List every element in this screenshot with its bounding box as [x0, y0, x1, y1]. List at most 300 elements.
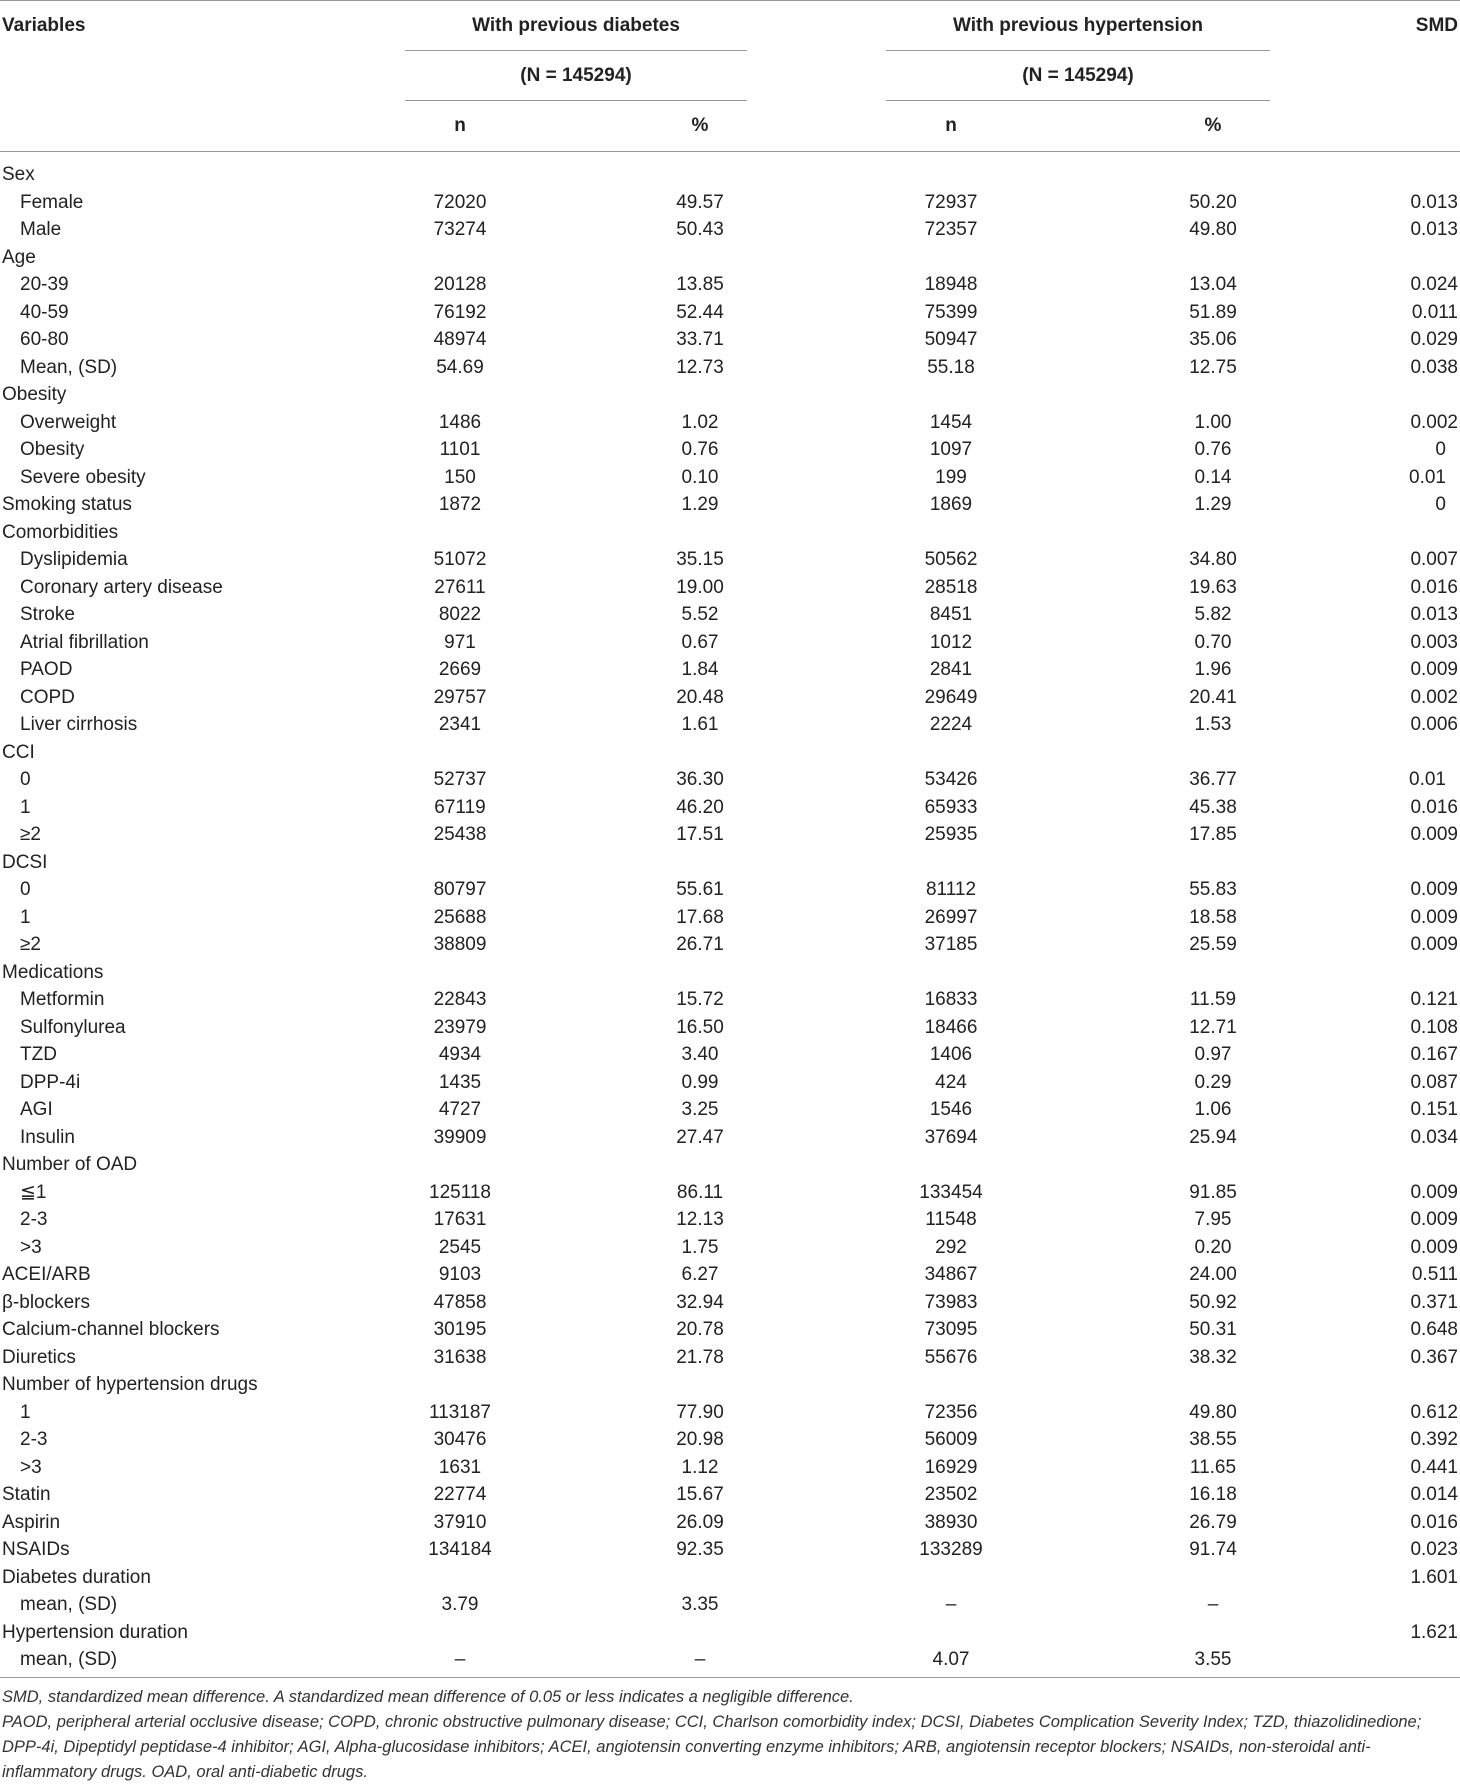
cell-diabetes-n: 22843	[433, 989, 487, 1010]
cell-diabetes-n: 1486	[438, 411, 482, 433]
cell-diabetes-pct: 17.68	[676, 906, 724, 928]
cell-diabetes-pct: 1.61	[681, 714, 719, 735]
cell-smd: 0.612	[1410, 1401, 1458, 1423]
cell-diabetes-pct: 0.99	[681, 1071, 719, 1093]
cell-diabetes-pct: 27.47	[676, 1126, 724, 1148]
cell-hypertension-n: 55676	[924, 1346, 978, 1368]
cell-hypertension-n: 73095	[924, 1319, 978, 1340]
cell-smd: 0.034	[1410, 1126, 1458, 1148]
cell-hypertension-n: 50562	[924, 549, 978, 570]
cell-hypertension-n: 8451	[929, 604, 973, 625]
cell-hypertension-n: 16929	[924, 1456, 978, 1478]
table-row	[0, 1151, 1460, 1179]
cell-diabetes-n: 76192	[433, 301, 487, 323]
cell-hypertension-n: 1869	[929, 494, 973, 515]
cell-diabetes-pct: 12.13	[676, 1209, 724, 1230]
table-row	[0, 1124, 1460, 1152]
cell-hypertension-n: 73983	[924, 1291, 978, 1313]
cell-diabetes-n: 23979	[433, 1016, 487, 1038]
table-row	[0, 1481, 1460, 1509]
cell-hypertension-pct: 5.82	[1194, 604, 1232, 625]
cell-hypertension-n: –	[945, 1594, 957, 1615]
cell-diabetes-n: 38809	[433, 934, 487, 955]
cell-diabetes-pct: 26.71	[676, 934, 724, 955]
footnote-abbreviations: PAOD, peripheral arterial occlusive disease; COPD, chronic obstructive pulmonary disease; CCI, Charlson comorbidity index; DCSI, Diabetes Complication Severity Index; TZD, thiazolidinedione; DPP-4i, Dipeptidyl peptidase-4 inhibitor; AGI, Alpha-glucosidase inhibitors; ACEI, angiotensin converting enzyme inhibitors; ARB, angiotensin receptor blockers; NSAIDs, non-steroidal anti-inflammatory drugs. OAD, oral anti-diabetic drugs.	[2, 1713, 1422, 1781]
cell-diabetes-pct: 33.71	[676, 329, 724, 350]
cell-hypertension-pct: 1.29	[1194, 494, 1232, 515]
cell-hypertension-n: 34867	[924, 1264, 978, 1285]
row-label: Obesity	[2, 384, 67, 405]
cell-smd: 0.016	[1410, 1511, 1458, 1533]
row-sublabel: AGI	[20, 1099, 53, 1120]
header-group2-pct-col: %	[1204, 115, 1222, 136]
cell-hypertension-pct: 38.32	[1189, 1346, 1237, 1368]
table-row	[0, 711, 1460, 739]
cell-hypertension-pct: 25.59	[1189, 934, 1237, 955]
table-row	[0, 931, 1460, 959]
table-row	[0, 1261, 1460, 1289]
cell-hypertension-n: 1454	[929, 411, 973, 433]
cell-hypertension-pct: 91.85	[1189, 1181, 1237, 1203]
cell-diabetes-n: 2341	[438, 714, 482, 735]
cell-hypertension-n: 1406	[929, 1044, 973, 1065]
cell-smd: 0.009	[1410, 824, 1458, 845]
table-row	[0, 1234, 1460, 1262]
cell-hypertension-pct: 20.41	[1189, 686, 1237, 708]
cell-smd: 0.002	[1410, 411, 1458, 433]
cell-smd: 0.01	[1409, 466, 1446, 488]
cell-diabetes-n: 30195	[433, 1319, 487, 1340]
cell-smd: 0.002	[1410, 686, 1458, 708]
row-label: Sex	[2, 164, 35, 185]
row-sublabel: ≥2	[20, 934, 41, 955]
cell-hypertension-pct: 17.85	[1189, 824, 1237, 845]
cell-hypertension-pct: 36.77	[1189, 769, 1237, 790]
header-group1-n: (N = 145294)	[520, 65, 632, 86]
cell-hypertension-n: 29649	[924, 686, 978, 708]
row-sublabel: >3	[20, 1456, 42, 1478]
row-sublabel: PAOD	[20, 659, 73, 680]
cell-diabetes-n: 20128	[433, 274, 487, 295]
cell-smd: 0.009	[1410, 1236, 1458, 1258]
cell-hypertension-pct: 34.80	[1189, 549, 1237, 570]
table-row	[0, 1619, 1460, 1647]
cell-diabetes-n: 4727	[438, 1099, 482, 1120]
cell-diabetes-n: 25688	[433, 906, 487, 928]
cell-hypertension-pct: 0.29	[1194, 1071, 1232, 1093]
table-row	[0, 271, 1460, 299]
cell-smd: 0.121	[1410, 989, 1458, 1010]
row-sublabel: Male	[20, 219, 62, 240]
header-top-border	[0, 0, 1460, 1]
row-sublabel: Liver cirrhosis	[20, 714, 138, 735]
row-sublabel: 20-39	[20, 274, 69, 295]
cell-hypertension-n: 2841	[929, 659, 973, 680]
cell-diabetes-pct: 6.27	[681, 1264, 719, 1285]
cell-smd: 0.003	[1410, 631, 1458, 653]
cell-diabetes-n: 52737	[433, 769, 487, 790]
cell-hypertension-pct: 1.53	[1194, 714, 1232, 735]
cell-diabetes-pct: 16.50	[676, 1016, 724, 1038]
cell-diabetes-pct: 3.25	[681, 1099, 719, 1120]
cell-diabetes-pct: 19.00	[676, 576, 724, 598]
cell-hypertension-pct: 26.79	[1189, 1511, 1237, 1533]
cell-smd: 0.007	[1410, 549, 1458, 570]
table-row	[0, 491, 1460, 519]
table-row	[0, 161, 1460, 189]
table-row	[0, 244, 1460, 272]
table-row	[0, 1344, 1460, 1372]
table-row	[0, 1564, 1460, 1592]
cell-diabetes-pct: 55.61	[676, 879, 724, 900]
table-row	[0, 821, 1460, 849]
cell-hypertension-pct: 3.55	[1194, 1649, 1232, 1670]
cell-hypertension-n: 1012	[929, 631, 973, 653]
row-label: Calcium-channel blockers	[2, 1319, 220, 1340]
table-row	[0, 986, 1460, 1014]
cell-smd: 0.151	[1410, 1099, 1458, 1120]
cell-diabetes-pct: 32.94	[676, 1291, 724, 1313]
cell-smd: 0.009	[1410, 934, 1458, 955]
row-sublabel: ≥2	[20, 824, 41, 845]
header-group2-n: (N = 145294)	[1022, 65, 1134, 86]
cell-diabetes-pct: 0.67	[681, 631, 719, 653]
table-row	[0, 876, 1460, 904]
cell-smd: 0.009	[1410, 906, 1458, 928]
cell-hypertension-pct: 49.80	[1189, 219, 1237, 240]
cell-smd: 0.013	[1410, 604, 1458, 625]
row-label: DCSI	[2, 851, 48, 873]
cell-diabetes-n: 80797	[433, 879, 487, 900]
row-label: Comorbidities	[2, 521, 119, 543]
cell-diabetes-pct: 13.85	[676, 274, 724, 295]
row-sublabel: 1	[20, 1401, 31, 1423]
row-sublabel: 60-80	[20, 329, 69, 350]
row-sublabel: 2-3	[20, 1209, 48, 1230]
row-label: Medications	[2, 961, 104, 983]
cell-diabetes-n: 22774	[433, 1484, 487, 1505]
cell-smd: 0.009	[1410, 1209, 1458, 1230]
row-label: Smoking status	[2, 494, 132, 515]
header-smd: SMD	[1415, 15, 1458, 36]
cell-smd: 0.006	[1410, 714, 1458, 735]
table-row	[0, 684, 1460, 712]
table-row	[0, 1399, 1460, 1427]
cell-diabetes-n: 37910	[433, 1511, 487, 1533]
cell-diabetes-pct: 20.78	[676, 1319, 724, 1340]
cell-smd: 0.511	[1411, 1264, 1458, 1285]
table-row	[0, 1316, 1460, 1344]
cell-hypertension-pct: 1.96	[1194, 659, 1232, 680]
cell-diabetes-n: 67119	[434, 796, 486, 818]
table-row	[0, 656, 1460, 684]
cell-smd: 0.441	[1410, 1456, 1458, 1478]
cell-hypertension-pct: 0.97	[1194, 1044, 1232, 1065]
cell-hypertension-pct: 24.00	[1189, 1264, 1237, 1285]
cell-diabetes-pct: 12.73	[676, 356, 724, 378]
cell-smd: 0.01	[1409, 769, 1446, 790]
cell-hypertension-n: 56009	[924, 1429, 978, 1450]
cell-hypertension-n: 424	[935, 1071, 967, 1093]
cell-diabetes-pct: 36.30	[676, 769, 724, 790]
cell-diabetes-n: –	[454, 1649, 466, 1670]
cell-diabetes-pct: 15.72	[676, 989, 724, 1010]
cell-diabetes-pct: 20.48	[676, 686, 724, 708]
cell-hypertension-pct: 0.76	[1194, 439, 1232, 460]
table-row	[0, 216, 1460, 244]
cell-diabetes-pct: 3.40	[681, 1044, 719, 1065]
group1-title-underline	[405, 50, 747, 51]
table-row	[0, 1426, 1460, 1454]
table-row	[0, 1454, 1460, 1482]
cell-hypertension-n: 133289	[919, 1539, 983, 1560]
row-label: β-blockers	[2, 1291, 91, 1313]
cell-diabetes-n: 134184	[428, 1539, 492, 1560]
cell-smd: 0.009	[1410, 879, 1458, 900]
cell-hypertension-n: 1546	[929, 1099, 973, 1120]
row-sublabel: Metformin	[20, 989, 105, 1010]
row-sublabel: Obesity	[20, 439, 85, 460]
cell-smd: 0.009	[1410, 659, 1458, 680]
cell-diabetes-n: 48974	[433, 329, 487, 350]
table-row	[0, 1289, 1460, 1317]
cell-diabetes-pct: 50.43	[676, 219, 724, 240]
cell-hypertension-n: 133454	[919, 1181, 983, 1203]
cell-hypertension-n: 28518	[924, 576, 978, 598]
table-row	[0, 904, 1460, 932]
table-row	[0, 381, 1460, 409]
cell-diabetes-n: 8022	[438, 604, 482, 625]
row-sublabel: Female	[20, 191, 84, 213]
cell-smd: 0.367	[1410, 1346, 1458, 1368]
cell-diabetes-n: 39909	[433, 1126, 487, 1148]
cell-smd: 0.371	[1410, 1291, 1458, 1313]
cell-hypertension-n: 81112	[925, 879, 977, 900]
cell-hypertension-n: 199	[935, 466, 967, 488]
cell-diabetes-n: 9103	[438, 1264, 482, 1285]
table-row	[0, 849, 1460, 877]
row-label: CCI	[2, 741, 35, 763]
cell-hypertension-pct: 1.06	[1194, 1099, 1232, 1120]
row-label: ACEI/ARB	[2, 1264, 91, 1285]
cell-smd: 1.621	[1410, 1621, 1458, 1643]
cell-hypertension-pct: 38.55	[1189, 1429, 1237, 1450]
cell-diabetes-pct: 1.02	[681, 411, 719, 433]
cell-diabetes-n: 25438	[433, 824, 487, 845]
table-row	[0, 766, 1460, 794]
cell-diabetes-n: 73274	[433, 219, 487, 240]
row-sublabel: 0	[20, 769, 31, 790]
cell-hypertension-pct: 91.74	[1189, 1539, 1237, 1560]
cell-hypertension-pct: 50.31	[1189, 1319, 1237, 1340]
cell-diabetes-pct: 86.11	[676, 1181, 724, 1203]
table-row	[0, 959, 1460, 987]
cell-hypertension-pct: 12.75	[1189, 356, 1237, 378]
row-sublabel: mean, (SD)	[20, 1594, 118, 1615]
header-variables: Variables	[2, 15, 86, 36]
header-group2-n-col: n	[945, 115, 957, 136]
cell-smd: 0	[1435, 439, 1446, 460]
cell-hypertension-n: 11548	[925, 1209, 977, 1230]
cell-diabetes-n: 1435	[438, 1071, 482, 1093]
cell-hypertension-pct: 0.70	[1194, 631, 1232, 653]
cell-diabetes-n: 51072	[433, 549, 487, 570]
table-row	[0, 629, 1460, 657]
cell-hypertension-n: 37185	[924, 934, 978, 955]
table-row	[0, 436, 1460, 464]
cell-hypertension-n: 75399	[924, 301, 978, 323]
cell-diabetes-n: 17631	[433, 1209, 487, 1230]
table-row	[0, 1014, 1460, 1042]
cell-hypertension-pct: 50.20	[1189, 191, 1237, 213]
cell-hypertension-n: 72357	[924, 219, 978, 240]
group2-n-underline	[886, 100, 1270, 101]
row-label: Hypertension duration	[2, 1621, 188, 1643]
cell-hypertension-pct: 13.04	[1189, 274, 1237, 295]
cell-hypertension-pct: 55.83	[1189, 879, 1237, 900]
table-row	[0, 464, 1460, 492]
cell-diabetes-n: 47858	[433, 1291, 487, 1313]
table-row	[0, 1179, 1460, 1207]
cell-diabetes-n: 125118	[429, 1181, 491, 1203]
cell-diabetes-n: 1631	[438, 1456, 482, 1478]
cell-smd: 0.648	[1410, 1319, 1458, 1340]
cell-hypertension-pct: 12.71	[1189, 1016, 1237, 1038]
table-row	[0, 794, 1460, 822]
cell-diabetes-pct: 5.52	[681, 604, 719, 625]
cell-diabetes-n: 3.79	[441, 1594, 479, 1615]
cell-hypertension-pct: 49.80	[1189, 1401, 1237, 1423]
row-label: Aspirin	[2, 1511, 61, 1533]
table-row	[0, 299, 1460, 327]
row-sublabel: Sulfonylurea	[20, 1016, 126, 1038]
cell-smd: 0.016	[1410, 576, 1458, 598]
cell-hypertension-pct: 51.89	[1189, 301, 1237, 323]
table-row	[0, 409, 1460, 437]
cell-diabetes-n: 1872	[438, 494, 482, 515]
cell-diabetes-n: 1101	[439, 439, 481, 460]
row-sublabel: 1	[20, 796, 31, 818]
cell-diabetes-pct: 1.29	[681, 494, 719, 515]
header-group1-n-col: n	[454, 115, 466, 136]
cell-hypertension-pct: 1.00	[1194, 411, 1232, 433]
cell-hypertension-n: 2224	[929, 714, 973, 735]
cell-diabetes-pct: 3.35	[681, 1594, 719, 1615]
row-sublabel: Stroke	[20, 604, 75, 625]
row-sublabel: Insulin	[20, 1126, 75, 1148]
row-sublabel: COPD	[20, 686, 75, 708]
cell-diabetes-pct: 46.20	[676, 796, 724, 818]
table-footnotes	[0, 1685, 1460, 1785]
row-sublabel: Dyslipidemia	[20, 549, 128, 570]
cell-hypertension-pct: 7.95	[1194, 1209, 1232, 1230]
cell-hypertension-n: 18948	[924, 274, 978, 295]
cell-hypertension-n: 53426	[924, 769, 978, 790]
table-body	[0, 161, 1460, 1674]
cell-diabetes-pct: 17.51	[676, 824, 724, 845]
cell-hypertension-pct: 19.63	[1189, 576, 1237, 598]
row-sublabel: Atrial fibrillation	[20, 631, 149, 653]
cell-hypertension-pct: 45.38	[1189, 796, 1237, 818]
cell-diabetes-n: 2545	[438, 1236, 482, 1258]
row-sublabel: Overweight	[20, 411, 117, 433]
cell-diabetes-n: 4934	[438, 1044, 482, 1065]
cell-diabetes-pct: 1.75	[681, 1236, 719, 1258]
cell-smd: 0	[1435, 494, 1446, 515]
row-label: Age	[2, 246, 36, 268]
cell-smd: 0.011	[1411, 301, 1458, 323]
row-label: Number of OAD	[2, 1154, 138, 1175]
cell-diabetes-n: 29757	[433, 686, 487, 708]
row-sublabel: TZD	[20, 1044, 57, 1065]
cell-smd: 0.016	[1410, 796, 1458, 818]
cell-diabetes-n: 31638	[433, 1346, 487, 1368]
row-label: Diuretics	[2, 1346, 76, 1368]
cell-diabetes-pct: 20.98	[676, 1429, 724, 1450]
header-bottom-border	[0, 151, 1460, 152]
row-sublabel: 1	[20, 906, 31, 928]
cell-smd: 1.601	[1410, 1566, 1458, 1588]
table-row	[0, 1509, 1460, 1537]
cell-smd: 0.392	[1410, 1429, 1458, 1450]
row-sublabel: mean, (SD)	[20, 1649, 118, 1670]
row-sublabel: 2-3	[20, 1429, 48, 1450]
cell-smd: 0.167	[1410, 1044, 1458, 1065]
cell-hypertension-pct: 0.20	[1194, 1236, 1232, 1258]
cell-diabetes-pct: 77.90	[676, 1401, 724, 1423]
header-group1-title: With previous diabetes	[472, 15, 680, 36]
table-row	[0, 1069, 1460, 1097]
group1-n-underline	[405, 100, 747, 101]
cell-hypertension-n: 292	[935, 1236, 967, 1258]
cell-diabetes-pct: 21.78	[676, 1346, 724, 1368]
row-label: NSAIDs	[2, 1539, 70, 1560]
cell-diabetes-pct: 35.15	[676, 549, 724, 570]
row-sublabel: 40-59	[20, 301, 69, 323]
cell-diabetes-pct: 0.10	[681, 466, 719, 488]
table-row	[0, 189, 1460, 217]
table-row	[0, 1041, 1460, 1069]
cell-hypertension-n: 26997	[924, 906, 978, 928]
cell-diabetes-n: 72020	[433, 191, 487, 213]
table-row	[0, 354, 1460, 382]
table-row	[0, 1646, 1460, 1674]
cell-diabetes-pct: 52.44	[676, 301, 724, 323]
row-label: Diabetes duration	[2, 1566, 151, 1588]
row-sublabel: Severe obesity	[20, 466, 146, 488]
cell-smd: 0.108	[1410, 1016, 1458, 1038]
header-group2-title: With previous hypertension	[952, 15, 1204, 36]
cell-diabetes-n: 113187	[429, 1401, 491, 1423]
cell-hypertension-n: 25935	[924, 824, 978, 845]
cell-hypertension-n: 38930	[924, 1511, 978, 1533]
row-sublabel: Mean, (SD)	[20, 356, 118, 378]
cell-smd: 0.014	[1410, 1484, 1458, 1505]
table-row	[0, 1371, 1460, 1399]
cell-hypertension-n: 55.18	[927, 356, 975, 378]
cell-hypertension-n: 72356	[924, 1401, 978, 1423]
cell-diabetes-pct: 1.12	[681, 1456, 719, 1478]
cell-hypertension-n: 18466	[924, 1016, 978, 1038]
cell-smd: 0.024	[1410, 274, 1458, 295]
cell-smd: 0.009	[1410, 1181, 1458, 1203]
row-sublabel: ≦1	[20, 1181, 47, 1203]
cell-diabetes-n: 150	[444, 466, 476, 488]
header-group1-pct-col: %	[691, 115, 709, 136]
cell-hypertension-n: 4.07	[932, 1649, 970, 1670]
table-row	[0, 519, 1460, 547]
table-row	[0, 326, 1460, 354]
